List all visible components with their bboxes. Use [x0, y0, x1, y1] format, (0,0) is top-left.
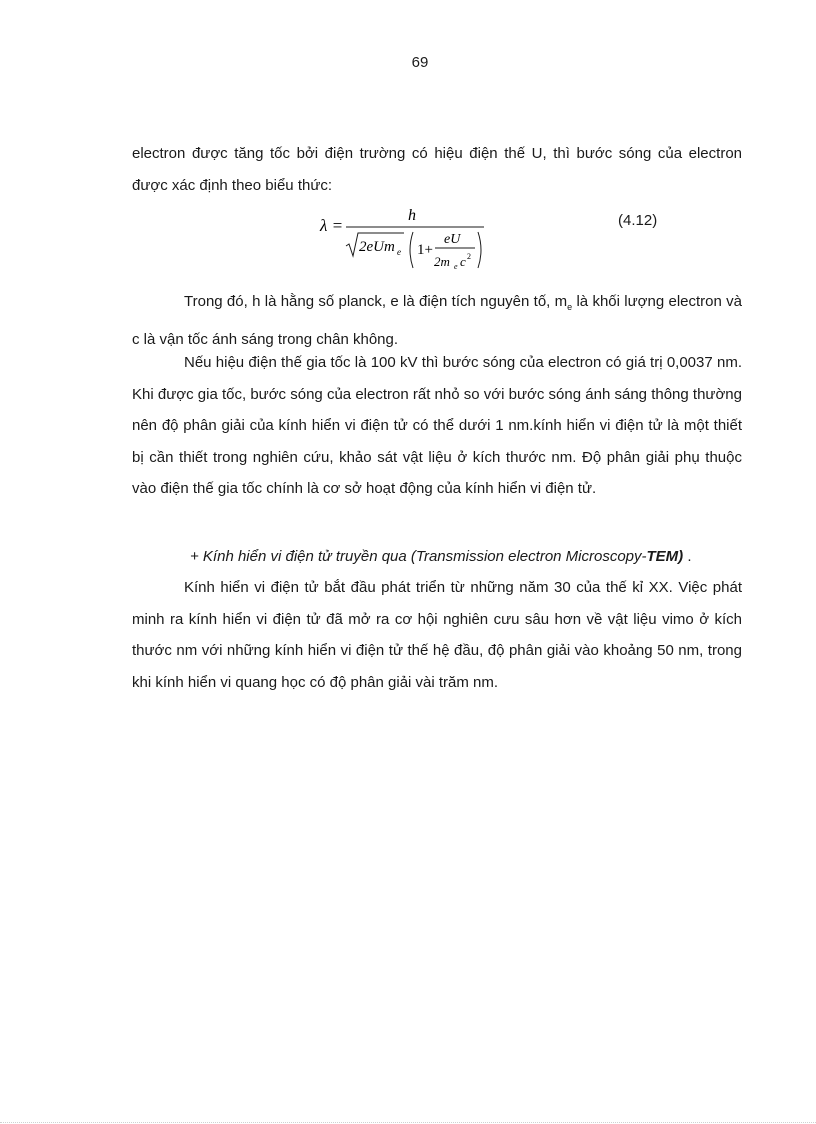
heading-text: + Kính hiển vi điện tử truyền qua (Transmission electron Microscopy- [190, 548, 647, 565]
paragraph-definitions [132, 286, 742, 355]
equation-number: (4.12) [618, 212, 658, 229]
eq-inner-sub: e [454, 262, 458, 271]
section-heading-tem [190, 541, 750, 573]
heading-bold: TEM) [646, 548, 684, 565]
paragraph-wavelength: Nếu hiệu điện thế gia tốc là 100 kV thì bước sóng của electron có giá trị 0,0037 nm. Khi được gia tốc, bước sóng của electron rất nhỏ so với bước sóng ánh sáng thông thường nên độ phân giải của kính hiển vi điện tử có thể dưới 1 nm.kính hiển vi điện tử là một thiết bị cần thiết trong nghiên cứu, khảo sát vật liệu ở kích thước nm. Độ phân giải phụ thuộc vào điện thế gia tốc chính là cơ sở hoạt động của kính hiển vi điện tử. [132, 354, 742, 497]
eq-right-paren [478, 232, 481, 268]
eq-inner-c: c [460, 254, 466, 269]
eq-lhs: λ = [320, 216, 344, 235]
eq-numerator: h [408, 207, 416, 224]
paragraph-definitions-sub: e [567, 302, 573, 312]
paragraph-definitions-b: là khối lượng electron và c là vận tốc ánh sáng trong chân không. [132, 293, 742, 348]
eq-inner-num: eU [444, 232, 461, 247]
eq-inner-den: 2m [434, 254, 450, 269]
wavelength-equation [318, 200, 498, 280]
paragraph-history: Kính hiển vi điện tử bắt đầu phát triển từ những năm 30 của thế kỉ XX. Việc phát minh ra kính hiển vi điện tử đã mở ra cơ hội nghiên cưu sâu hơn về vật liệu vimo ở kích thước nm với những kính hiển vi điện tử thế hệ đầu, độ phân giải vào khoảng 50 nm, trong khi kính hiển vi quang học có độ phân giải vài trăm nm. [132, 579, 742, 691]
eq-sqrt-term: 2eUm [359, 239, 395, 255]
paragraph-intro: electron được tăng tốc bởi điện trường có hiệu điện thế U, thì bước sóng của electron được xác định theo biểu thức: [132, 145, 742, 194]
eq-inner-exp: 2 [467, 252, 471, 261]
page-number: 69 [411, 54, 429, 71]
eq-one-plus: 1+ [417, 242, 433, 258]
heading-end: . [683, 548, 692, 565]
eq-left-paren [410, 232, 413, 268]
paragraph-definitions-a: Trong đó, h là hằng số planck, e là điện tích nguyên tố, m [184, 293, 568, 310]
eq-sqrt-sub: e [397, 247, 401, 257]
